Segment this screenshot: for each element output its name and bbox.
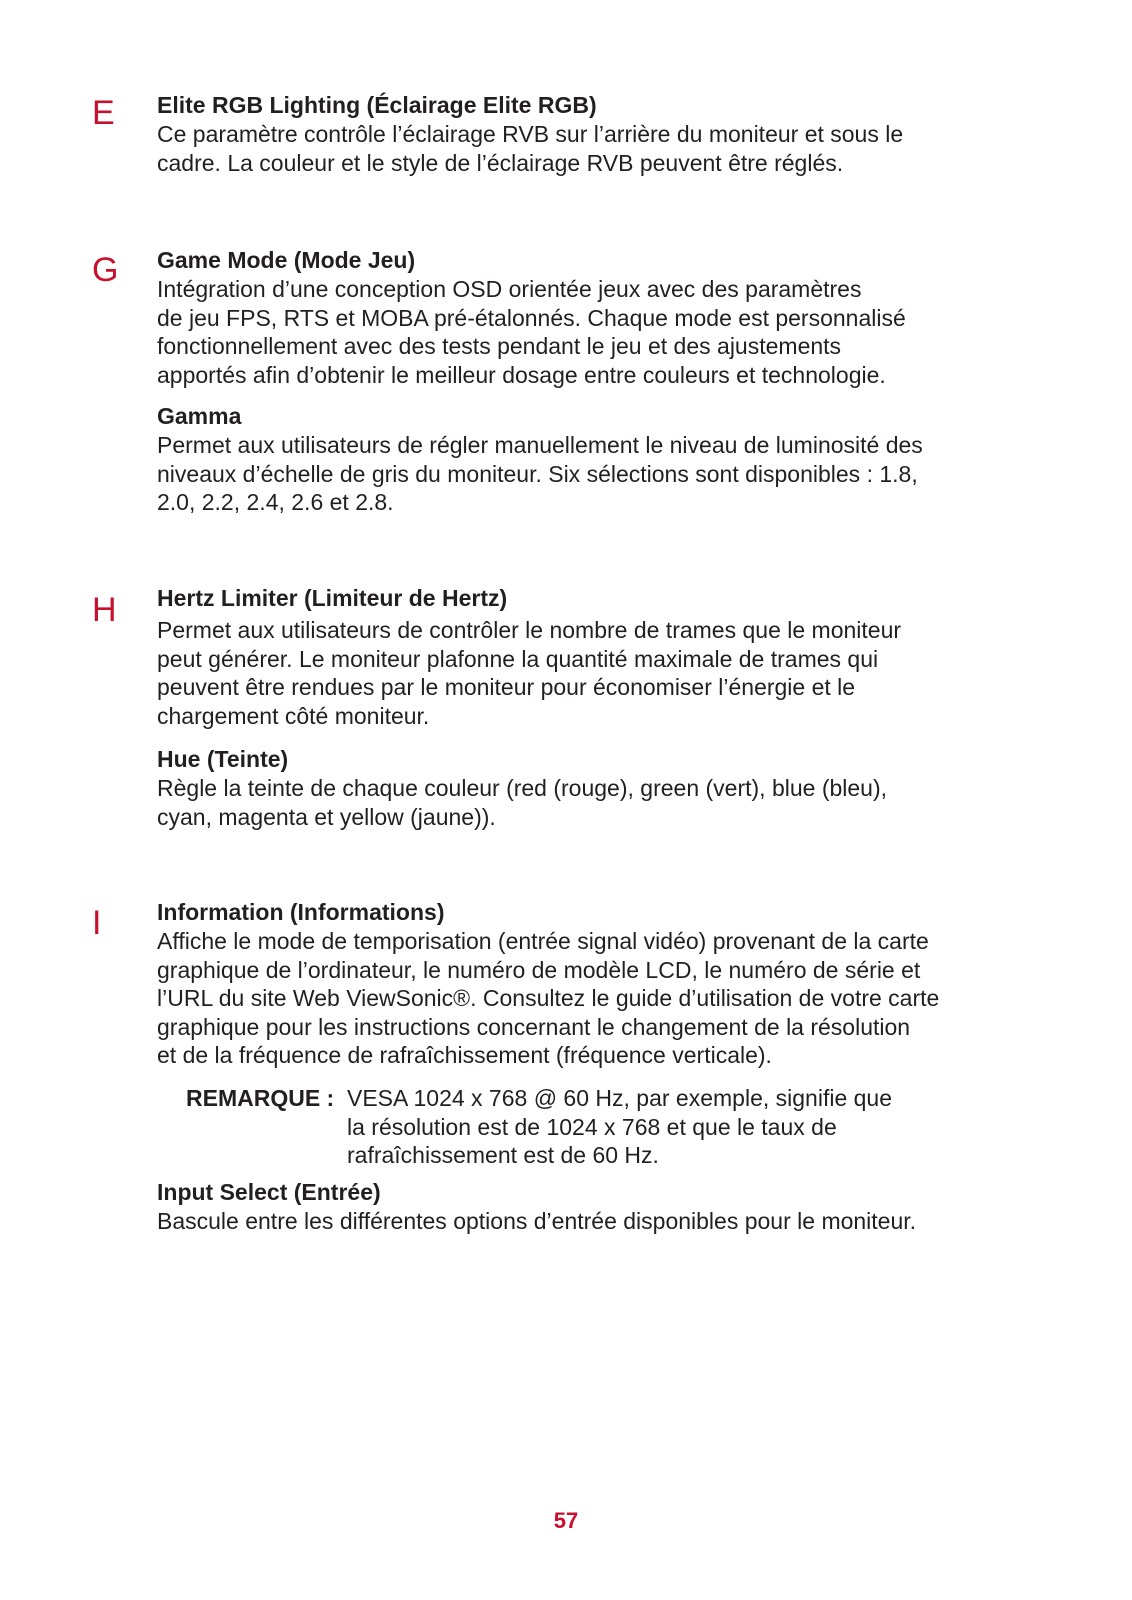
section-letter-h: H bbox=[92, 591, 117, 629]
entry-title: Gamma bbox=[157, 403, 242, 429]
page-number: 57 bbox=[553, 1508, 579, 1533]
section-letter-e: E bbox=[92, 94, 115, 132]
entry-text-line: graphique pour les instructions concernant le changement de la résolution bbox=[157, 1013, 911, 1040]
entry-text-line: 2.0, 2.2, 2.4, 2.6 et 2.8. bbox=[157, 489, 394, 515]
entry-text-line: Intégration d’une conception OSD orientée jeux avec des paramètres bbox=[157, 276, 862, 302]
entry-title: Elite RGB Lighting (Éclairage Elite RGB) bbox=[157, 92, 597, 118]
entry-text-line: peut générer. Le moniteur plafonne la quantité maximale de trames qui bbox=[157, 645, 879, 672]
entry-text-line: peuvent être rendues par le moniteur pour économiser l’énergie et le bbox=[157, 674, 856, 700]
entry-text-line: Permet aux utilisateurs de régler manuellement le niveau de luminosité des bbox=[157, 432, 923, 458]
entry-game-mode bbox=[157, 246, 1057, 389]
entry-text-line: Bascule entre les différentes options d’entrée disponibles pour le moniteur. bbox=[157, 1208, 917, 1234]
entry-text-line: fonctionnellement avec des tests pendant le jeu et des ajustements bbox=[157, 333, 842, 359]
entry-text-line: chargement côté moniteur. bbox=[157, 702, 430, 729]
entry-gamma bbox=[157, 402, 1057, 517]
entry-title: Hue (Teinte) bbox=[157, 746, 289, 772]
entry-text-line: apportés afin d’obtenir le meilleur dosage entre couleurs et technologie. bbox=[157, 361, 886, 388]
entry-text-line: de jeu FPS, RTS et MOBA pré-étalonnés. Chaque mode est personnalisé bbox=[157, 304, 906, 331]
note-label: REMARQUE : bbox=[186, 1085, 335, 1111]
entry-elite-rgb-lighting bbox=[157, 91, 1057, 177]
note-text-line: la résolution est de 1024 x 768 et que le taux de bbox=[347, 1113, 837, 1140]
entry-hue bbox=[157, 745, 1057, 831]
entry-text-line: graphique de l’ordinateur, le numéro de modèle LCD, le numéro de série et bbox=[157, 956, 921, 983]
entry-text-line: niveaux d’échelle de gris du moniteur. Six sélections sont disponibles : 1.8, bbox=[157, 460, 918, 487]
entry-information bbox=[157, 898, 1057, 1070]
note-text-line: rafraîchissement est de 60 Hz. bbox=[347, 1142, 659, 1168]
entry-text-line: cyan, magenta et yellow (jaune)). bbox=[157, 803, 496, 830]
entry-text-line: l’URL du site Web ViewSonic®. Consultez le guide d’utilisation de votre carte bbox=[157, 985, 940, 1011]
entry-title: Game Mode (Mode Jeu) bbox=[157, 247, 416, 273]
entry-title: Input Select (Entrée) bbox=[157, 1179, 381, 1205]
entry-text-line: cadre. La couleur et le style de l’éclairage RVB peuvent être réglés. bbox=[157, 149, 844, 176]
entry-text-line: et de la fréquence de rafraîchissement (fréquence verticale). bbox=[157, 1042, 772, 1068]
entry-text-line: Ce paramètre contrôle l’éclairage RVB sur l’arrière du moniteur et sous le bbox=[157, 121, 904, 147]
entry-text-line: Règle la teinte de chaque couleur (red (rouge), green (vert), blue (bleu), bbox=[157, 775, 888, 801]
note-text bbox=[347, 1084, 892, 1170]
note-text-line: VESA 1024 x 768 @ 60 Hz, par exemple, signifie que bbox=[347, 1085, 893, 1111]
entry-input-select bbox=[157, 1178, 1057, 1236]
entry-title: Hertz Limiter (Limiteur de Hertz) bbox=[157, 585, 508, 611]
entry-title: Information (Informations) bbox=[157, 899, 445, 925]
entry-hertz-limiter bbox=[157, 584, 1057, 730]
entry-text-line: Affiche le mode de temporisation (entrée signal vidéo) provenant de la carte bbox=[157, 928, 929, 954]
section-letter-g: G bbox=[92, 251, 119, 289]
section-letter-i: I bbox=[92, 904, 102, 942]
entry-text-line: Permet aux utilisateurs de contrôler le nombre de trames que le moniteur bbox=[157, 617, 902, 643]
